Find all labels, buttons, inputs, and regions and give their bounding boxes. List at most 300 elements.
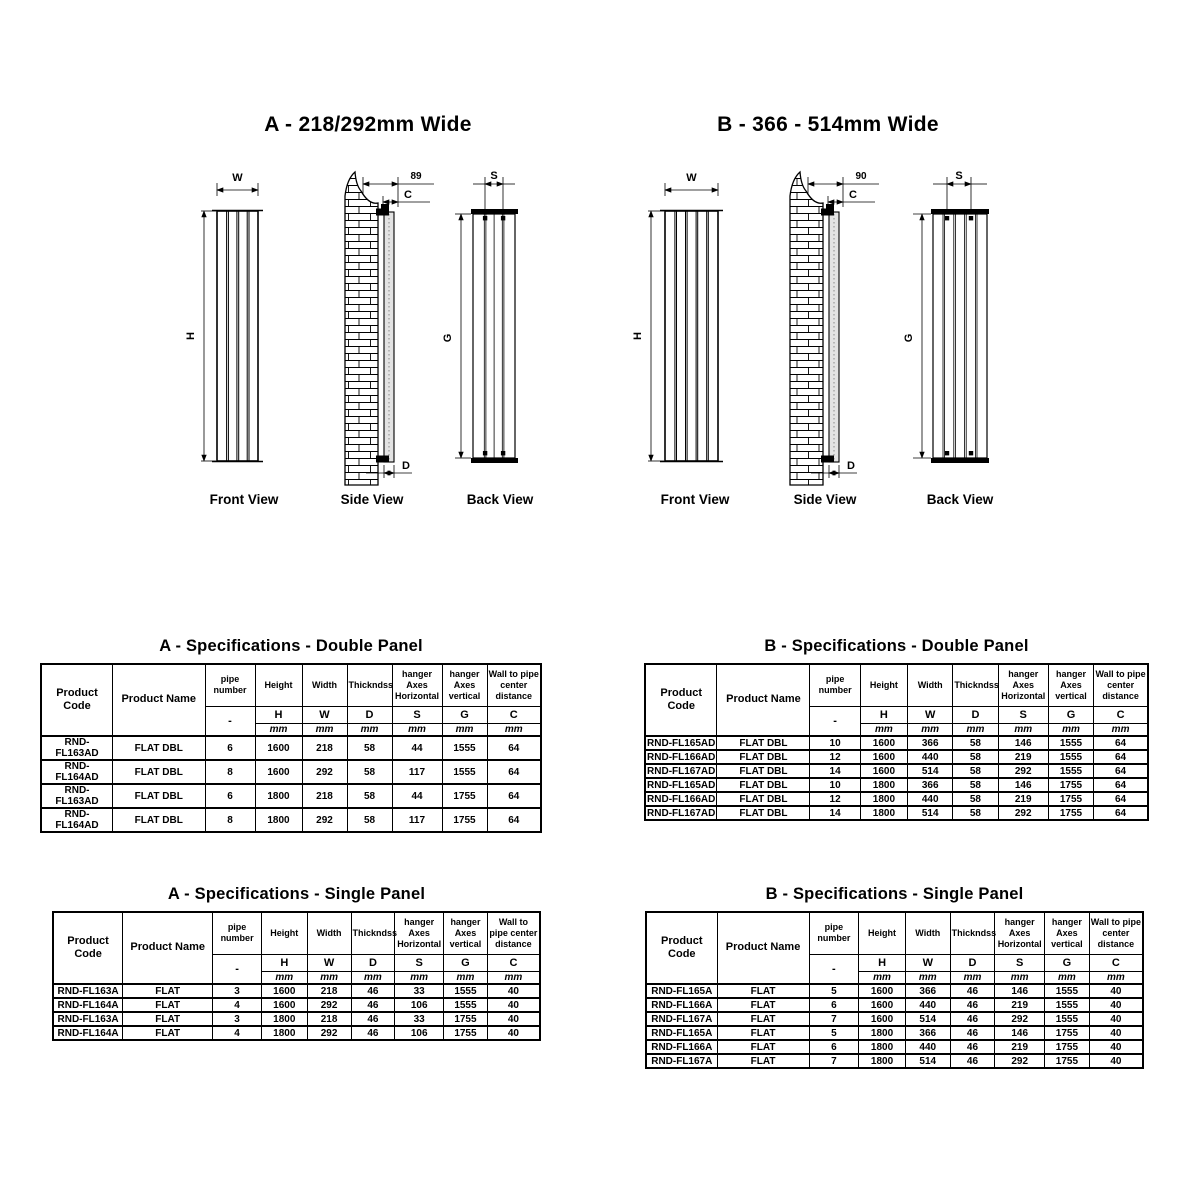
width-cell: 514 xyxy=(908,764,953,778)
thickness-cell: 46 xyxy=(351,1026,395,1040)
wall-to-pipe-cell: 40 xyxy=(487,1012,540,1026)
spec-table-body xyxy=(53,984,540,1040)
product-name-cell: FLAT xyxy=(717,1054,809,1068)
symbol-h: H xyxy=(859,954,906,971)
product-code-cell: RND-FL163A xyxy=(53,984,123,998)
table-title: B - Specifications - Single Panel xyxy=(765,885,1024,903)
width-cell: 292 xyxy=(307,998,351,1012)
thickness-cell: 46 xyxy=(950,1012,995,1026)
hanger-vertical-cell: 1755 xyxy=(442,808,487,832)
product-code-cell: RND-FL166AD xyxy=(645,792,717,806)
col-product-name: Product Name xyxy=(123,912,213,984)
hanger-vertical-cell: 1755 xyxy=(442,784,487,808)
unit-mm: mm xyxy=(995,971,1045,984)
hanger-horizontal-cell: 146 xyxy=(998,778,1048,792)
hanger-horizontal-cell: 292 xyxy=(998,806,1048,820)
unit-mm: mm xyxy=(1045,971,1090,984)
height-cell: 1600 xyxy=(860,736,907,750)
col-pipe-number: pipe number xyxy=(809,912,859,954)
height-cell: 1600 xyxy=(860,764,907,778)
symbol-c: C xyxy=(487,706,541,723)
table-row xyxy=(41,784,541,808)
col-height: Height xyxy=(860,664,907,706)
unit-mm: mm xyxy=(255,723,302,736)
hanger-horizontal-cell: 219 xyxy=(998,750,1048,764)
col-pipe-number: pipe number xyxy=(205,664,255,706)
spec-table xyxy=(644,663,1149,821)
spec-section-b-double xyxy=(644,637,1149,821)
back-panel xyxy=(933,214,987,458)
hanger-horizontal-cell: 106 xyxy=(395,1026,444,1040)
front-view xyxy=(648,183,723,462)
product-name-cell: FLAT DBL xyxy=(717,792,810,806)
pipe-number-cell: 5 xyxy=(809,984,859,998)
thickness-cell: 58 xyxy=(347,784,392,808)
product-code-cell: RND-FL166A xyxy=(646,1040,717,1054)
hanger-point xyxy=(501,216,505,220)
col-product-code: Product Code xyxy=(646,912,717,984)
symbol-h: H xyxy=(261,954,307,971)
col-width: Width xyxy=(302,664,347,706)
col-thickness: Thickndss xyxy=(347,664,392,706)
width-cell: 218 xyxy=(307,984,351,998)
product-code-cell: RND-FL167AD xyxy=(645,764,717,778)
side-view xyxy=(345,172,434,485)
symbol-g: G xyxy=(1048,706,1093,723)
width-cell: 218 xyxy=(302,784,347,808)
thickness-cell: 46 xyxy=(950,1054,995,1068)
hanger-horizontal-cell: 33 xyxy=(395,984,444,998)
height-cell: 1600 xyxy=(255,760,302,784)
col-width: Width xyxy=(908,664,953,706)
symbol-w: W xyxy=(908,706,953,723)
hanger-vertical-cell: 1555 xyxy=(1048,736,1093,750)
product-code-cell: RND-FL163AD xyxy=(41,736,113,760)
pipe-number-cell: 6 xyxy=(205,736,255,760)
col-hanger-horizontal: hanger Axes Horizontal xyxy=(995,912,1045,954)
table-row xyxy=(645,750,1148,764)
width-cell: 514 xyxy=(905,1012,950,1026)
col-hanger-vertical: hanger Axes vertical xyxy=(1045,912,1090,954)
back-top-bar xyxy=(931,209,989,214)
front-panel xyxy=(665,211,718,461)
symbol-w: W xyxy=(905,954,950,971)
table-row xyxy=(645,764,1148,778)
col-hanger-horizontal: hanger Axes Horizontal xyxy=(392,664,442,706)
symbol-w: W xyxy=(302,706,347,723)
unit-mm: mm xyxy=(392,723,442,736)
thickness-cell: 58 xyxy=(953,750,998,764)
thickness-cell: 58 xyxy=(347,760,392,784)
hanger-vertical-cell: 1755 xyxy=(1048,778,1093,792)
table-title: A - Specifications - Double Panel xyxy=(159,637,423,655)
height-cell: 1600 xyxy=(859,998,906,1012)
dim-label-w: W xyxy=(232,172,243,184)
hanger-horizontal-cell: 33 xyxy=(395,1012,444,1026)
symbol-dash: - xyxy=(810,706,860,736)
back-bottom-bar xyxy=(471,458,518,463)
unit-mm: mm xyxy=(302,723,347,736)
width-cell: 292 xyxy=(307,1026,351,1040)
symbol-s: S xyxy=(395,954,444,971)
thickness-cell: 46 xyxy=(950,998,995,1012)
dim-label-d: D xyxy=(402,460,410,472)
thickness-cell: 46 xyxy=(950,1040,995,1054)
width-cell: 366 xyxy=(908,778,953,792)
product-name-cell: FLAT xyxy=(717,1012,809,1026)
front-panel xyxy=(217,211,258,461)
hanger-horizontal-cell: 146 xyxy=(995,984,1045,998)
table-row xyxy=(646,1054,1143,1068)
wall-to-pipe-cell: 40 xyxy=(487,984,540,998)
hanger-horizontal-cell: 117 xyxy=(392,808,442,832)
height-cell: 1600 xyxy=(859,1012,906,1026)
wall-to-pipe-cell: 40 xyxy=(1089,1040,1143,1054)
wall-to-pipe-cell: 64 xyxy=(1094,736,1148,750)
symbol-dash: - xyxy=(809,954,859,984)
hanger-horizontal-cell: 146 xyxy=(998,736,1048,750)
hanger-vertical-cell: 1555 xyxy=(444,998,488,1012)
unit-mm: mm xyxy=(351,971,395,984)
product-name-cell: FLAT xyxy=(717,984,809,998)
wall-to-pipe-cell: 40 xyxy=(1089,984,1143,998)
col-height: Height xyxy=(859,912,906,954)
spec-section-a-double xyxy=(40,637,542,833)
thickness-cell: 46 xyxy=(351,1012,395,1026)
hanger-horizontal-cell: 219 xyxy=(995,998,1045,1012)
hanger-horizontal-cell: 44 xyxy=(392,736,442,760)
pipe-number-cell: 8 xyxy=(205,808,255,832)
symbol-c: C xyxy=(1089,954,1143,971)
hanger-horizontal-cell: 292 xyxy=(998,764,1048,778)
product-name-cell: FLAT DBL xyxy=(113,760,206,784)
dim-label-g: G xyxy=(442,333,454,343)
pipe-number-cell: 12 xyxy=(810,750,860,764)
wall xyxy=(790,172,823,485)
pipe-number-cell: 6 xyxy=(205,784,255,808)
wall-to-pipe-cell: 64 xyxy=(1094,764,1148,778)
height-cell: 1800 xyxy=(859,1040,906,1054)
symbol-h: H xyxy=(860,706,907,723)
pipe-number-cell: 7 xyxy=(809,1054,859,1068)
wall-to-pipe-cell: 64 xyxy=(487,784,541,808)
product-code-cell: RND-FL164AD xyxy=(41,808,113,832)
hanger-vertical-cell: 1555 xyxy=(442,760,487,784)
table-row xyxy=(53,1012,540,1026)
width-cell: 514 xyxy=(908,806,953,820)
hanger-point xyxy=(969,216,973,220)
hanger-horizontal-cell: 117 xyxy=(392,760,442,784)
pipe-number-cell: 3 xyxy=(213,1012,262,1026)
thickness-cell: 58 xyxy=(953,792,998,806)
unit-mm: mm xyxy=(860,723,907,736)
col-height: Height xyxy=(261,912,307,954)
width-cell: 440 xyxy=(905,998,950,1012)
product-name-cell: FLAT DBL xyxy=(717,778,810,792)
spec-table-body xyxy=(41,736,541,832)
hanger-vertical-cell: 1555 xyxy=(1048,764,1093,778)
thickness-cell: 58 xyxy=(347,736,392,760)
product-code-cell: RND-FL166AD xyxy=(645,750,717,764)
table-row xyxy=(41,808,541,832)
dim-label-s: S xyxy=(955,170,963,182)
product-code-cell: RND-FL164A xyxy=(53,998,123,1012)
width-cell: 218 xyxy=(307,1012,351,1026)
table-title: A - Specifications - Single Panel xyxy=(167,885,426,903)
pipe-number-cell: 5 xyxy=(809,1026,859,1040)
unit-mm: mm xyxy=(1089,971,1143,984)
front-view-label: Front View xyxy=(660,492,730,507)
product-code-cell: RND-FL167A xyxy=(646,1054,717,1068)
height-cell: 1600 xyxy=(255,736,302,760)
product-code-cell: RND-FL167A xyxy=(646,1012,717,1026)
dim-label-w: W xyxy=(686,172,697,184)
spec-table xyxy=(52,911,541,1041)
pipe-number-cell: 10 xyxy=(810,778,860,792)
unit-mm: mm xyxy=(905,971,950,984)
table-row xyxy=(645,806,1148,820)
wall-to-pipe-cell: 64 xyxy=(487,760,541,784)
col-width: Width xyxy=(905,912,950,954)
product-name-cell: FLAT DBL xyxy=(717,806,810,820)
hanger-vertical-cell: 1755 xyxy=(1048,792,1093,806)
col-hanger-horizontal: hanger Axes Horizontal xyxy=(998,664,1048,706)
pipe-number-cell: 4 xyxy=(213,1026,262,1040)
wall-to-pipe-cell: 40 xyxy=(1089,1012,1143,1026)
product-code-cell: RND-FL163AD xyxy=(41,784,113,808)
col-pipe-number: pipe number xyxy=(213,912,262,954)
symbol-d: D xyxy=(950,954,995,971)
unit-mm: mm xyxy=(307,971,351,984)
spec-table-body xyxy=(646,984,1143,1068)
width-cell: 218 xyxy=(302,736,347,760)
wall-to-pipe-cell: 64 xyxy=(487,808,541,832)
thickness-cell: 58 xyxy=(953,778,998,792)
unit-mm: mm xyxy=(998,723,1048,736)
table-row xyxy=(646,1040,1143,1054)
hanger-horizontal-cell: 44 xyxy=(392,784,442,808)
symbol-c: C xyxy=(487,954,540,971)
product-name-cell: FLAT xyxy=(123,984,213,998)
product-code-cell: RND-FL164A xyxy=(53,1026,123,1040)
table-row xyxy=(53,998,540,1012)
col-wall-to-pipe: Wall to pipe center distance xyxy=(1089,912,1143,954)
table-row xyxy=(646,998,1143,1012)
wall-to-pipe-cell: 64 xyxy=(1094,792,1148,806)
symbol-s: S xyxy=(392,706,442,723)
product-name-cell: FLAT xyxy=(717,1026,809,1040)
unit-mm: mm xyxy=(487,723,541,736)
front-view-label: Front View xyxy=(209,492,279,507)
table-row xyxy=(41,760,541,784)
col-wall-to-pipe: Wall to pipe center distance xyxy=(1094,664,1148,706)
pipe-number-cell: 10 xyxy=(810,736,860,750)
hanger-vertical-cell: 1555 xyxy=(1045,984,1090,998)
hanger-vertical-cell: 1555 xyxy=(444,984,488,998)
bottom-bracket xyxy=(821,456,834,463)
symbol-s: S xyxy=(995,954,1045,971)
width-cell: 366 xyxy=(908,736,953,750)
hanger-vertical-cell: 1555 xyxy=(1045,1012,1090,1026)
thickness-cell: 58 xyxy=(953,764,998,778)
symbol-d: D xyxy=(351,954,395,971)
hanger-vertical-cell: 1755 xyxy=(1045,1026,1090,1040)
col-product-code: Product Code xyxy=(645,664,717,736)
diagram-b-title: B - 366 - 514mm Wide xyxy=(717,113,939,136)
height-cell: 1800 xyxy=(859,1026,906,1040)
hanger-vertical-cell: 1755 xyxy=(444,1012,488,1026)
product-code-cell: RND-FL165A xyxy=(646,1026,717,1040)
wall-to-pipe-cell: 40 xyxy=(487,998,540,1012)
product-name-cell: FLAT xyxy=(717,998,809,1012)
product-name-cell: FLAT xyxy=(717,1040,809,1054)
product-name-cell: FLAT DBL xyxy=(717,750,810,764)
thickness-cell: 58 xyxy=(953,736,998,750)
symbol-dash: - xyxy=(205,706,255,736)
hanger-vertical-cell: 1555 xyxy=(1045,998,1090,1012)
hanger-horizontal-cell: 219 xyxy=(998,792,1048,806)
hanger-vertical-cell: 1555 xyxy=(442,736,487,760)
width-cell: 366 xyxy=(905,1026,950,1040)
hanger-vertical-cell: 1755 xyxy=(1045,1054,1090,1068)
bottom-bracket xyxy=(376,456,389,463)
unit-mm: mm xyxy=(442,723,487,736)
unit-mm: mm xyxy=(444,971,488,984)
height-cell: 1800 xyxy=(859,1054,906,1068)
dim-label-c: C xyxy=(849,189,857,201)
hanger-horizontal-cell: 292 xyxy=(995,1054,1045,1068)
col-hanger-vertical: hanger Axes vertical xyxy=(442,664,487,706)
front-view xyxy=(201,183,263,462)
table-row xyxy=(646,1012,1143,1026)
width-cell: 440 xyxy=(908,750,953,764)
thickness-cell: 58 xyxy=(953,806,998,820)
diagram-a-drawing xyxy=(150,150,570,520)
wall-to-pipe-cell: 64 xyxy=(1094,778,1148,792)
width-cell: 514 xyxy=(905,1054,950,1068)
height-cell: 1800 xyxy=(860,778,907,792)
wall-to-pipe-cell: 64 xyxy=(487,736,541,760)
col-product-code: Product Code xyxy=(53,912,123,984)
table-title: B - Specifications - Double Panel xyxy=(764,637,1029,655)
dim-label-d: D xyxy=(847,460,855,472)
product-name-cell: FLAT DBL xyxy=(113,784,206,808)
wall-to-pipe-cell: 40 xyxy=(1089,1026,1143,1040)
table-row xyxy=(646,984,1143,998)
wall-to-pipe-cell: 64 xyxy=(1094,806,1148,820)
symbol-g: G xyxy=(444,954,488,971)
wall-to-pipe-cell: 64 xyxy=(1094,750,1148,764)
height-cell: 1600 xyxy=(859,984,906,998)
unit-mm: mm xyxy=(1094,723,1148,736)
hanger-point xyxy=(483,216,487,220)
height-cell: 1800 xyxy=(261,1012,307,1026)
dim-label-offset: 90 xyxy=(855,171,867,182)
width-cell: 292 xyxy=(302,760,347,784)
dim-label-g: G xyxy=(903,333,915,343)
hanger-horizontal-cell: 219 xyxy=(995,1040,1045,1054)
symbol-c: C xyxy=(1094,706,1148,723)
table-row xyxy=(645,792,1148,806)
table-row xyxy=(645,778,1148,792)
hanger-horizontal-cell: 106 xyxy=(395,998,444,1012)
product-code-cell: RND-FL165A xyxy=(646,984,717,998)
col-product-code: Product Code xyxy=(41,664,113,736)
pipe-number-cell: 3 xyxy=(213,984,262,998)
pipe-number-cell: 14 xyxy=(810,806,860,820)
dim-label-s: S xyxy=(490,170,498,182)
col-thickness: Thickndss xyxy=(950,912,995,954)
wall-to-pipe-cell: 40 xyxy=(487,1026,540,1040)
product-name-cell: FLAT DBL xyxy=(717,736,810,750)
back-bottom-bar xyxy=(931,458,989,463)
width-cell: 366 xyxy=(905,984,950,998)
product-name-cell: FLAT xyxy=(123,1026,213,1040)
thickness-cell: 46 xyxy=(950,984,995,998)
wall-to-pipe-cell: 40 xyxy=(1089,998,1143,1012)
col-width: Width xyxy=(307,912,351,954)
height-cell: 1800 xyxy=(255,808,302,832)
col-wall-to-pipe: Wall to pipe center distance xyxy=(487,912,540,954)
back-view-label: Back View xyxy=(466,492,534,507)
hanger-horizontal-cell: 292 xyxy=(995,1012,1045,1026)
diagram-b-drawing xyxy=(610,150,1030,520)
unit-mm: mm xyxy=(908,723,953,736)
dim-label-h: H xyxy=(632,332,644,340)
width-cell: 292 xyxy=(302,808,347,832)
product-code-cell: RND-FL163A xyxy=(53,1012,123,1026)
symbol-d: D xyxy=(953,706,998,723)
top-bracket xyxy=(376,209,389,216)
product-name-cell: FLAT DBL xyxy=(113,736,206,760)
dim-label-h: H xyxy=(185,332,197,340)
height-cell: 1800 xyxy=(261,1026,307,1040)
spec-table-body xyxy=(645,736,1148,820)
product-name-cell: FLAT xyxy=(123,1012,213,1026)
side-view-label: Side View xyxy=(793,492,857,507)
hanger-vertical-cell: 1755 xyxy=(444,1026,488,1040)
width-cell: 440 xyxy=(905,1040,950,1054)
thickness-cell: 46 xyxy=(351,998,395,1012)
symbol-d: D xyxy=(347,706,392,723)
height-cell: 1600 xyxy=(261,984,307,998)
product-code-cell: RND-FL165AD xyxy=(645,736,717,750)
unit-mm: mm xyxy=(859,971,906,984)
unit-mm: mm xyxy=(953,723,998,736)
pipe-number-cell: 6 xyxy=(809,998,859,1012)
col-product-name: Product Name xyxy=(717,664,810,736)
symbol-s: S xyxy=(998,706,1048,723)
diagram-a-title: A - 218/292mm Wide xyxy=(264,113,472,136)
hanger-point xyxy=(945,451,949,455)
col-hanger-horizontal: hanger Axes Horizontal xyxy=(395,912,444,954)
pipe-number-cell: 8 xyxy=(205,760,255,784)
back-view xyxy=(913,177,989,463)
product-name-cell: FLAT DBL xyxy=(113,808,206,832)
hanger-vertical-cell: 1755 xyxy=(1045,1040,1090,1054)
symbol-w: W xyxy=(307,954,351,971)
unit-mm: mm xyxy=(395,971,444,984)
height-cell: 1800 xyxy=(860,806,907,820)
top-bracket xyxy=(821,209,834,216)
width-cell: 440 xyxy=(908,792,953,806)
col-hanger-vertical: hanger Axes vertical xyxy=(1048,664,1093,706)
hanger-vertical-cell: 1555 xyxy=(1048,750,1093,764)
wall xyxy=(345,172,378,485)
height-cell: 1600 xyxy=(860,750,907,764)
pipe-number-cell: 7 xyxy=(809,1012,859,1026)
hanger-point xyxy=(969,451,973,455)
